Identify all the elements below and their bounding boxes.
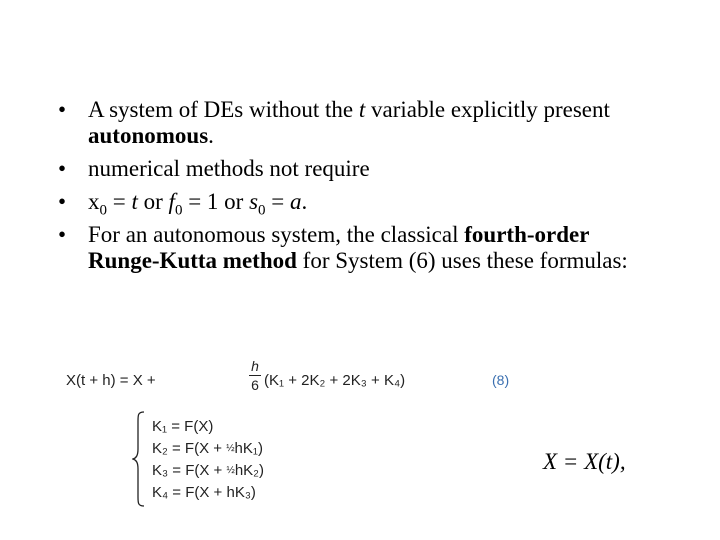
k-system xyxy=(152,416,264,504)
text: numerical methods not require xyxy=(88,156,370,181)
text: = xyxy=(107,189,132,214)
variable-x: x xyxy=(88,189,100,214)
bullet-runge-kutta xyxy=(56,222,656,274)
text: = xyxy=(265,189,291,214)
bullet-dot: • xyxy=(58,156,67,181)
text: = 1 or xyxy=(182,189,250,214)
k2-formula xyxy=(152,438,264,460)
fraction-numerator: h xyxy=(251,358,259,374)
fraction-bar xyxy=(249,375,261,376)
fraction-h-over-6 xyxy=(249,358,261,393)
text: or xyxy=(137,189,169,214)
variable-t: t xyxy=(131,189,138,214)
equation-rhs: (K₁ + 2K₂ + 2K₃ + K₄) xyxy=(264,372,406,389)
bullet-numerical-methods xyxy=(56,156,656,182)
bullet-dot: • xyxy=(58,189,67,214)
k4-formula: K₄ = F(X + hK₃) xyxy=(152,484,256,501)
variable-f: f xyxy=(168,189,175,214)
k1-formula: K₁ = F(X) xyxy=(152,418,214,435)
text: For an autonomous system, the classical xyxy=(88,222,465,247)
bullet-dot: • xyxy=(58,222,67,247)
text: K₃ = F(X + xyxy=(152,462,227,479)
bullet-dot: • xyxy=(58,97,67,122)
variable-t: t xyxy=(358,97,366,122)
subscript: 0 xyxy=(258,202,266,219)
subscript: 0 xyxy=(174,202,183,219)
text: . xyxy=(208,123,214,148)
text: hK₁) xyxy=(234,440,263,457)
bullet-list xyxy=(56,97,656,281)
variable-a: a xyxy=(290,189,302,214)
half-fraction: ½ xyxy=(226,465,235,476)
text: K₂ = F(X + xyxy=(152,440,227,457)
subscript: 0 xyxy=(99,202,107,219)
left-brace-icon xyxy=(132,411,146,507)
text: hK₂) xyxy=(234,462,264,479)
equation-lhs: X(t + h) = X + xyxy=(66,372,156,389)
k3-formula xyxy=(152,460,264,482)
half-fraction: ½ xyxy=(226,443,235,454)
equation-number: (8) xyxy=(492,372,510,388)
text: variable explicitly present xyxy=(365,97,610,122)
text: for System (6) uses these formulas: xyxy=(296,248,628,273)
variable-s: s xyxy=(249,189,259,214)
x-definition: X = X(t), xyxy=(543,449,626,474)
term-rk4: fourth-order Runge-Kutta method xyxy=(88,222,590,273)
text: . xyxy=(301,189,308,214)
term-autonomous: autonomous xyxy=(88,123,209,148)
text: A system of DEs without the xyxy=(88,97,359,122)
bullet-autonomous-definition xyxy=(56,97,656,149)
bullet-initial-conditions xyxy=(56,189,656,219)
fraction-denominator: 6 xyxy=(251,377,259,393)
